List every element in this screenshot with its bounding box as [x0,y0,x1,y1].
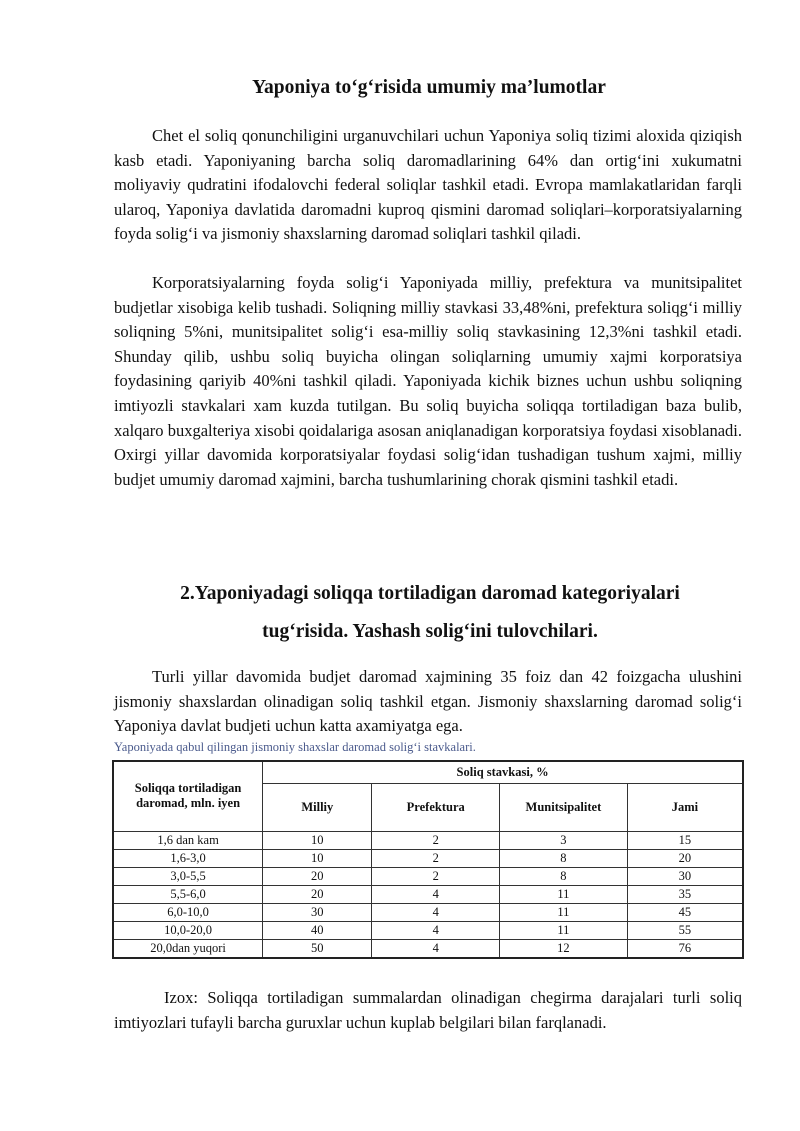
column-header-prefektura: Prefektura [372,783,500,831]
paragraph-intro: Chet el soliq qonunchiligini urganuvchilari uchun Yaponiya soliq tizimi aloxida qiziqish kasb etadi. Yaponiyaning barcha soliq daromadlarining 64% dan ortig‘ini xukumatni moliyaviy qudratini ifodalovchi federal soliqlar tashkil etadi. Evropa mamlakatlaridan farqli ularoq, Yaponiya davlatida daromadni kuproq qismini daromad soliqlari–korporatsiyalarning foyda solig‘i va jismoniy shaxslarning daromad soliqlari tashkil qiladi. [114,126,742,244]
table-cell: 50 [263,939,372,958]
table-cell: 20,0dan yuqori [113,939,263,958]
table-cell: 4 [372,939,500,958]
paragraph-corporate-tax: Korporatsiyalarning foyda solig‘i Yaponiyada milliy, prefektura va munitsipalitet budjetlar xisobiga kelib tushadi. Soliqning milliy stavkasi 33,48%ni, prefektura soliqg‘i milliy soliqning 5%ni, munitsipalitet solig‘i esa-milliy soliq stavkasining 12,3%ni tashkil etadi. Shunday qilib, ushbu soliq buyicha olingan soliqlarning umumiy xajmi korporatsiya foydasining qariyib 40%ni tashkil qiladi. Yaponiyada kichik biznes uchun ushbu soliqning imtiyozli stavkalari xam kuzda tutilgan. Bu soliq buyicha soliqqa tortiladigan baza bulib, xalqaro buxgalteriya xisobi qoidalariga asosan aniqlanadigan korporatsiya foydasi xisoblanadi. Oxirgi yillar davomida korporatsiyalar foydasi solig‘idan tushadigan tushum xajmi, milliy budjet umumiy daromad xajmini, barcha tushumlarining chorak qismini tashkil etadi. [114,273,742,489]
table-cell: 6,0-10,0 [113,903,263,921]
table-cell: 2 [372,849,500,867]
table-cell: 10 [263,831,372,849]
table-row [113,885,743,903]
table-cell: 4 [372,903,500,921]
column-header-milliy: Milliy [263,783,372,831]
table-cell: 8 [499,867,627,885]
table-cell: 2 [372,831,500,849]
row-header: Soliqqa tortiladigan daromad, mln. iyen [113,761,263,831]
table-cell: 1,6 dan kam [113,831,263,849]
table-cell: 55 [627,921,743,939]
page-title: Yaponiya to‘g‘risida umumiy ma’lumotlar [252,77,606,98]
table-row [113,831,743,849]
column-header-munitsipalitet: Munitsipalitet [499,783,627,831]
table-cell: 20 [263,885,372,903]
table-row [113,867,743,885]
table-cell: 5,5-6,0 [113,885,263,903]
table-row [113,921,743,939]
table-cell: 12 [499,939,627,958]
table-cell: 76 [627,939,743,958]
paragraph-personal-tax: Turli yillar davomida budjet daromad xajmining 35 foiz dan 42 foizgacha ulushini jismoniy shaxslardan olinadigan soliq tashkil etgan. Jismoniy shaxslarning daromad solig‘i Yaponiya davlat budjeti uchun katta axamiyatga ega. [114,667,742,736]
table-cell: 20 [627,849,743,867]
table-cell: 30 [627,867,743,885]
table-row [113,939,743,958]
table-row [113,903,743,921]
table-cell: 10 [263,849,372,867]
column-header-jami: Jami [627,783,743,831]
table-cell: 8 [499,849,627,867]
table-cell: 15 [627,831,743,849]
tax-rates-table [112,760,744,959]
paragraph-note: Izox: Soliqqa tortiladigan summalardan olinadigan chegirma darajalari turli soliq imtiyozlari tufayli barcha guruxlar uchun kuplab belgilari bilan farqlanadi. [114,988,742,1032]
table-cell: 11 [499,885,627,903]
section-heading-line1: 2.Yaponiyadagi soliqqa tortiladigan daromad kategoriyalari [180,583,680,604]
table-cell: 1,6-3,0 [113,849,263,867]
table-cell: 2 [372,867,500,885]
table-cell: 40 [263,921,372,939]
table-cell: 20 [263,867,372,885]
table-cell: 4 [372,921,500,939]
table-cell: 45 [627,903,743,921]
table-caption: Yaponiyada qabul qilingan jismoniy shaxslar daromad solig‘i stavkalari. [114,740,476,754]
table-cell: 3,0-5,5 [113,867,263,885]
table-cell: 11 [499,903,627,921]
table-cell: 35 [627,885,743,903]
section-heading-line2: tug‘risida. Yashash solig‘ini tulovchilari. [262,621,598,642]
table-cell: 30 [263,903,372,921]
table-cell: 11 [499,921,627,939]
table-cell: 4 [372,885,500,903]
table-cell: 3 [499,831,627,849]
group-header: Soliq stavkasi, % [263,761,743,783]
table-cell: 10,0-20,0 [113,921,263,939]
table-row [113,849,743,867]
